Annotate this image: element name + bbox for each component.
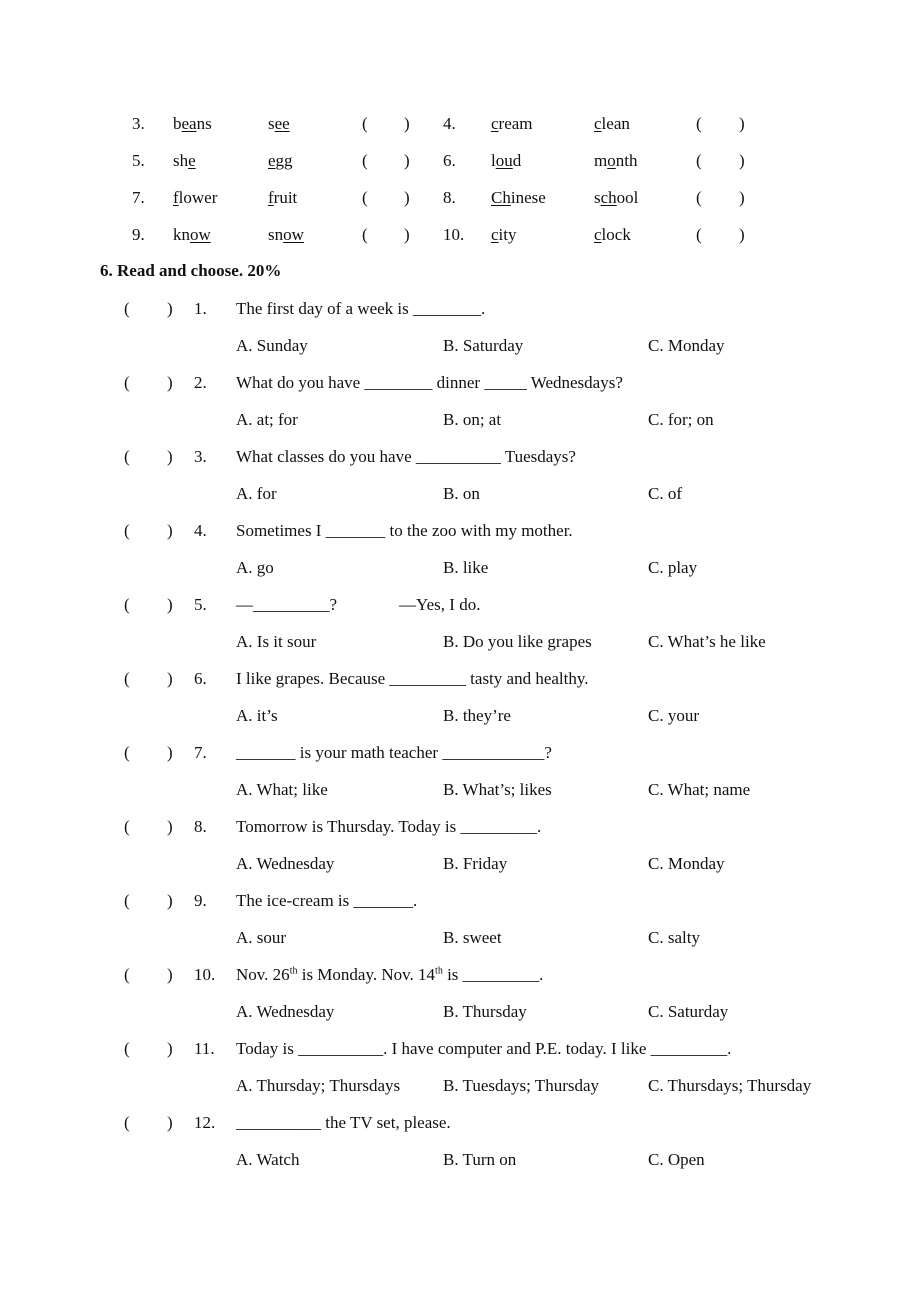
- answer-paren-close[interactable]: ): [739, 114, 745, 133]
- underlined-letters: ou: [495, 151, 513, 170]
- word: she: [173, 151, 196, 170]
- question-text: I like grapes. Because _________ tasty and healthy.: [236, 669, 589, 688]
- option-a[interactable]: A. Thursday; Thursdays: [236, 1076, 401, 1095]
- underlined-letters: e: [268, 151, 276, 170]
- answer-paren-close[interactable]: ): [167, 595, 173, 614]
- option-a[interactable]: A. Wednesday: [236, 1002, 335, 1021]
- option-c[interactable]: C. salty: [648, 928, 700, 947]
- underlined-letters: c: [491, 225, 499, 244]
- options-row: [0, 1000, 920, 1024]
- answer-paren-close[interactable]: ): [404, 225, 410, 244]
- item-number: 9.: [132, 225, 145, 244]
- phonics-row: [0, 223, 920, 247]
- option-b[interactable]: B. Saturday: [443, 336, 524, 355]
- option-c[interactable]: C. Open: [648, 1150, 705, 1169]
- answer-paren-close[interactable]: ): [167, 965, 173, 984]
- question-row: [0, 741, 920, 765]
- underlined-letters: ch: [600, 188, 617, 207]
- answer-paren-open[interactable]: (: [124, 743, 130, 762]
- dialog-reply: —Yes, I do.: [399, 595, 481, 614]
- answer-paren-close[interactable]: ): [404, 188, 410, 207]
- options-row: [0, 482, 920, 506]
- section-title: 6. Read and choose. 20%: [100, 261, 282, 280]
- option-b[interactable]: B. Turn on: [443, 1150, 517, 1169]
- option-a[interactable]: A. sour: [236, 928, 287, 947]
- item-number: 6.: [443, 151, 456, 170]
- answer-paren-open[interactable]: (: [124, 447, 130, 466]
- question-text: Nov. 26th is Monday. Nov. 14th is _________.: [236, 965, 544, 984]
- word: month: [594, 151, 638, 170]
- underlined-letters: c: [491, 114, 499, 133]
- answer-blank[interactable]: _______: [353, 891, 414, 910]
- question-text: —_________? —Yes, I do.: [236, 595, 481, 614]
- answer-paren-close[interactable]: ): [167, 817, 173, 836]
- word: snow: [268, 225, 304, 244]
- option-a[interactable]: A. at; for: [236, 410, 298, 429]
- answer-paren-close[interactable]: ): [404, 151, 410, 170]
- option-b[interactable]: B. sweet: [443, 928, 502, 947]
- item-number: 4.: [443, 114, 456, 133]
- option-c[interactable]: C. What; name: [648, 780, 751, 799]
- answer-blank[interactable]: ____________: [442, 743, 545, 762]
- answer-paren-open[interactable]: (: [124, 669, 130, 688]
- item-number: 7.: [132, 188, 145, 207]
- answer-paren-open[interactable]: (: [124, 373, 130, 392]
- word: Chinese: [491, 188, 546, 207]
- option-c[interactable]: C. Monday: [648, 336, 725, 355]
- answer-paren-open[interactable]: (: [696, 151, 702, 170]
- option-a[interactable]: A. go: [236, 558, 274, 577]
- answer-paren-close[interactable]: ): [167, 299, 173, 318]
- question-text: __________ the TV set, please.: [236, 1113, 451, 1132]
- answer-paren-open[interactable]: (: [696, 225, 702, 244]
- word: clock: [594, 225, 631, 244]
- word: loud: [491, 151, 522, 170]
- answer-paren-open[interactable]: (: [696, 188, 702, 207]
- answer-blank[interactable]: ________: [364, 373, 433, 392]
- option-a[interactable]: A. for: [236, 484, 277, 503]
- options-row: [0, 334, 920, 358]
- option-c[interactable]: C. your: [648, 706, 699, 725]
- underlined-letters: c: [594, 114, 602, 133]
- option-c[interactable]: C. of: [648, 484, 682, 503]
- options-row: [0, 704, 920, 728]
- answer-blank[interactable]: _________: [462, 965, 540, 984]
- question-text: What do you have ________ dinner _____ Wednesdays?: [236, 373, 623, 392]
- answer-paren-open[interactable]: (: [124, 595, 130, 614]
- question-text: The first day of a week is ________.: [236, 299, 486, 318]
- answer-paren-close[interactable]: ): [404, 114, 410, 133]
- answer-blank[interactable]: _________: [650, 1039, 728, 1058]
- answer-paren-close[interactable]: ): [167, 669, 173, 688]
- answer-paren-open[interactable]: (: [124, 965, 130, 984]
- underlined-letters: ow: [283, 225, 304, 244]
- answer-paren-open[interactable]: (: [362, 151, 368, 170]
- answer-paren-close[interactable]: ): [167, 373, 173, 392]
- question-row: [0, 1111, 920, 1135]
- answer-blank[interactable]: _________: [389, 669, 466, 688]
- question-row: [0, 593, 920, 617]
- question-row: [0, 963, 920, 987]
- answer-paren-close[interactable]: ): [739, 151, 745, 170]
- option-a[interactable]: A. it’s: [236, 706, 278, 725]
- options-row: [0, 778, 920, 802]
- underlined-letters: Ch: [491, 188, 511, 207]
- options-row: [0, 1148, 920, 1172]
- answer-blank[interactable]: _______: [236, 743, 296, 762]
- word: city: [491, 225, 517, 244]
- question-number: 4.: [194, 521, 207, 540]
- item-number: 5.: [132, 151, 145, 170]
- answer-paren-open[interactable]: (: [362, 188, 368, 207]
- word: beans: [173, 114, 212, 133]
- answer-paren-close[interactable]: ): [167, 743, 173, 762]
- question-number: 8.: [194, 817, 207, 836]
- options-row: [0, 630, 920, 654]
- option-a[interactable]: A. Wednesday: [236, 854, 335, 873]
- underlined-letters: c: [594, 225, 602, 244]
- option-a[interactable]: A. What; like: [236, 780, 328, 799]
- options-row: [0, 408, 920, 432]
- question-row: [0, 667, 920, 691]
- option-c[interactable]: C. Saturday: [648, 1002, 729, 1021]
- answer-paren-open[interactable]: (: [362, 114, 368, 133]
- answer-paren-close[interactable]: ): [739, 225, 745, 244]
- word: fruit: [268, 188, 298, 207]
- question-number: 2.: [194, 373, 207, 392]
- options-row: [0, 926, 920, 950]
- option-b[interactable]: B. like: [443, 558, 489, 577]
- option-b[interactable]: B. Do you like grapes: [443, 632, 592, 651]
- question-row: [0, 815, 920, 839]
- question-row: [0, 1037, 920, 1061]
- question-row: [0, 519, 920, 543]
- question-number: 3.: [194, 447, 207, 466]
- option-a[interactable]: A. Is it sour: [236, 632, 317, 651]
- word: see: [268, 114, 290, 133]
- question-row: [0, 297, 920, 321]
- option-b[interactable]: B. What’s; likes: [443, 780, 552, 799]
- underlined-letters: ee: [274, 114, 290, 133]
- answer-paren-close[interactable]: ): [167, 447, 173, 466]
- option-a[interactable]: A. Watch: [236, 1150, 300, 1169]
- answer-blank[interactable]: _________: [460, 817, 537, 836]
- answer-paren-open[interactable]: (: [124, 1113, 130, 1132]
- answer-blank[interactable]: __________: [298, 1039, 384, 1058]
- phonics-row: [0, 149, 920, 173]
- word: clean: [594, 114, 630, 133]
- question-number: 1.: [194, 299, 207, 318]
- answer-blank[interactable]: _______: [325, 521, 386, 540]
- question-text: Sometimes I _______ to the zoo with my mother.: [236, 521, 573, 540]
- option-b[interactable]: B. on: [443, 484, 480, 503]
- option-b[interactable]: B. on; at: [443, 410, 502, 429]
- options-row: [0, 852, 920, 876]
- item-number: 10.: [443, 225, 465, 244]
- answer-paren-close[interactable]: ): [739, 188, 745, 207]
- option-a[interactable]: A. Sunday: [236, 336, 308, 355]
- answer-paren-open[interactable]: (: [362, 225, 368, 244]
- word: know: [173, 225, 211, 244]
- answer-paren-open[interactable]: (: [696, 114, 702, 133]
- item-number: 8.: [443, 188, 456, 207]
- underlined-letters: f: [268, 188, 274, 207]
- options-row: [0, 1074, 920, 1098]
- underlined-letters: ea: [181, 114, 197, 133]
- answer-paren-open[interactable]: (: [124, 817, 130, 836]
- answer-blank[interactable]: ________: [413, 299, 482, 318]
- option-b[interactable]: B. Friday: [443, 854, 508, 873]
- answer-paren-open[interactable]: (: [124, 521, 130, 540]
- question-number: 7.: [194, 743, 207, 762]
- option-c[interactable]: C. What’s he like: [648, 632, 766, 651]
- question-row: [0, 889, 920, 913]
- question-number: 9.: [194, 891, 207, 910]
- question-text: Today is __________. I have computer and P.E. today. I like _________.: [236, 1039, 732, 1058]
- ordinal-suffix: th: [435, 965, 443, 977]
- answer-paren-close[interactable]: ): [167, 521, 173, 540]
- answer-paren-close[interactable]: ): [167, 1113, 173, 1132]
- underlined-letters: f: [173, 188, 179, 207]
- word: school: [594, 188, 639, 207]
- option-c[interactable]: C. play: [648, 558, 698, 577]
- phonics-row: [0, 112, 920, 136]
- answer-paren-open[interactable]: (: [124, 891, 130, 910]
- option-b[interactable]: B. Thursday: [443, 1002, 527, 1021]
- option-b[interactable]: B. Tuesdays; Thursday: [443, 1076, 600, 1095]
- answer-paren-open[interactable]: (: [124, 1039, 130, 1058]
- question-text: Tomorrow is Thursday. Today is _________.: [236, 817, 542, 836]
- option-c[interactable]: C. for; on: [648, 410, 714, 429]
- question-row: [0, 445, 920, 469]
- question-text: _______ is your math teacher ____________?: [236, 743, 552, 762]
- underlined-letters: ow: [190, 225, 211, 244]
- answer-blank[interactable]: _____: [484, 373, 527, 392]
- answer-paren-close[interactable]: ): [167, 1039, 173, 1058]
- answer-paren-close[interactable]: ): [167, 891, 173, 910]
- answer-blank[interactable]: __________: [236, 1113, 321, 1132]
- question-number: 10.: [194, 965, 216, 984]
- answer-blank[interactable]: __________: [415, 447, 501, 466]
- underlined-letters: e: [188, 151, 196, 170]
- option-c[interactable]: C. Thursdays; Thursday: [648, 1076, 812, 1095]
- question-text: What classes do you have __________ Tuesdays?: [236, 447, 576, 466]
- underlined-letters: o: [607, 151, 616, 170]
- phonics-row: [0, 186, 920, 210]
- question-number: 5.: [194, 595, 207, 614]
- question-number: 11.: [194, 1039, 215, 1058]
- options-row: [0, 556, 920, 580]
- option-b[interactable]: B. they’re: [443, 706, 511, 725]
- word: cream: [491, 114, 533, 133]
- item-number: 3.: [132, 114, 145, 133]
- option-c[interactable]: C. Monday: [648, 854, 725, 873]
- question-row: [0, 371, 920, 395]
- question-number: 6.: [194, 669, 207, 688]
- answer-paren-open[interactable]: (: [124, 299, 130, 318]
- question-text: The ice-cream is _______.: [236, 891, 418, 910]
- answer-blank[interactable]: _________: [253, 595, 330, 614]
- word: flower: [173, 188, 218, 207]
- question-number: 12.: [194, 1113, 216, 1132]
- ordinal-suffix: th: [289, 965, 298, 977]
- word: egg: [268, 151, 293, 170]
